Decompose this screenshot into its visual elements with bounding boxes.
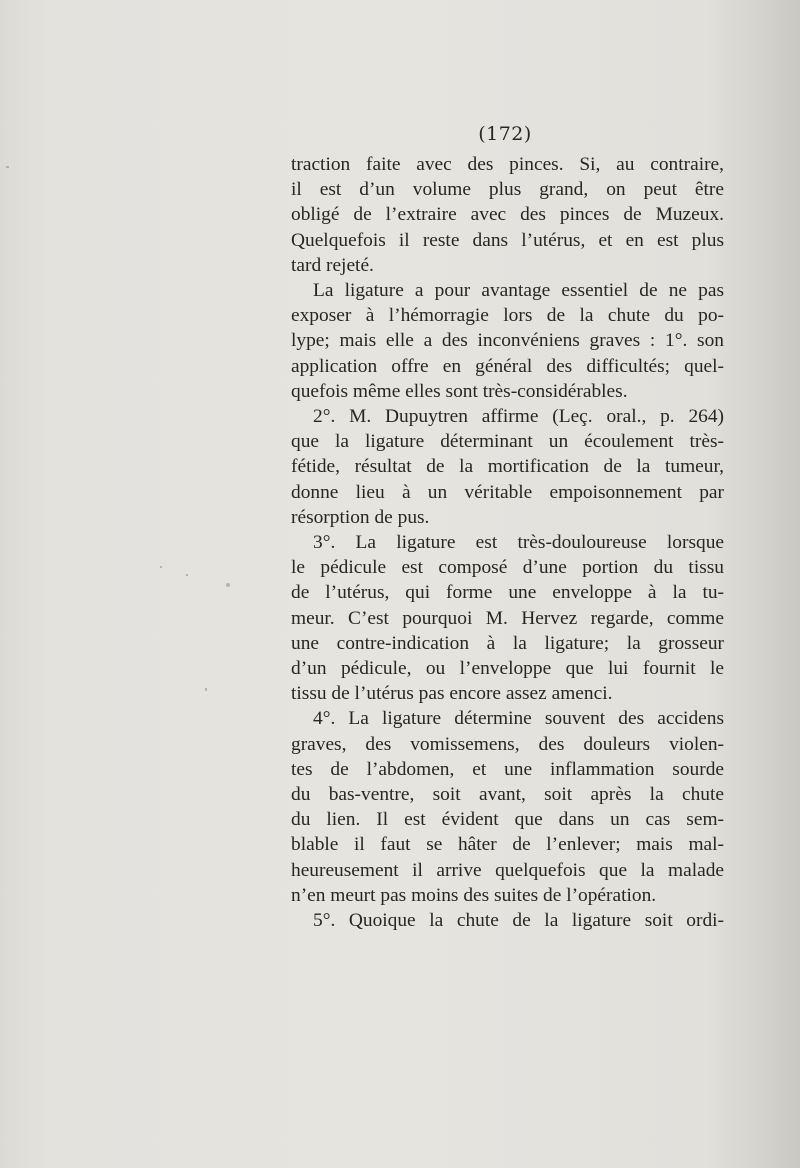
- paper-speck: [226, 583, 230, 587]
- text-line: blable il faut se hâter de l’enlever; mais mal-: [291, 834, 724, 856]
- body-text: [291, 152, 724, 933]
- paper-speck: [160, 566, 162, 568]
- text-line: que la ligature déterminant un écoulement très-: [291, 431, 724, 453]
- text-line: graves, des vomissemens, des douleurs violen-: [291, 733, 724, 755]
- paragraph-2: [291, 278, 724, 404]
- text-line: meur. C’est pourquoi M. Hervez regarde, comme: [291, 607, 724, 629]
- text-line: donne lieu à un véritable empoisonnement par: [291, 481, 724, 503]
- paragraph-5: [291, 706, 724, 908]
- text-line: exposer à l’hémorragie lors de la chute du po-: [291, 305, 724, 327]
- paper-speck: [186, 574, 188, 576]
- text-line: résorption de pus.: [291, 506, 430, 528]
- text-line: obligé de l’extraire avec des pinces de Muzeux.: [291, 204, 724, 226]
- text-line: tissu de l’utérus pas encore assez amenci.: [291, 683, 613, 705]
- text-line: traction faite avec des pinces. Si, au contraire,: [291, 154, 724, 175]
- text-line: quefois même elles sont très-considérables.: [291, 380, 628, 402]
- text-line: tard rejeté.: [291, 254, 374, 276]
- text-line: du bas-ventre, soit avant, soit après la chute: [291, 784, 724, 806]
- text-line: de l’utérus, qui forme une enveloppe à la tu-: [291, 582, 724, 604]
- text-line: 3°. La ligature est très-douloureuse lorsque: [313, 532, 724, 554]
- text-line: 5°. Quoique la chute de la ligature soit ordi-: [313, 910, 724, 932]
- paragraph-4: [291, 530, 724, 706]
- text-line: une contre-indication à la ligature; la grosseur: [291, 632, 724, 654]
- text-line: il est d’un volume plus grand, on peut être: [291, 179, 724, 201]
- text-line: du lien. Il est évident que dans un cas sem-: [291, 809, 724, 831]
- text-line: le pédicule est composé d’une portion du tissu: [291, 557, 724, 579]
- text-line: n’en meurt pas moins des suites de l’opération.: [291, 884, 657, 906]
- text-line: d’un pédicule, ou l’enveloppe que lui fournit le: [291, 658, 724, 680]
- text-line: tes de l’abdomen, et une inflammation sourde: [291, 758, 724, 780]
- text-line: La ligature a pour avantage essentiel de ne pas: [313, 280, 724, 302]
- paragraph-3: [291, 404, 724, 530]
- page-number: (172): [478, 123, 532, 145]
- text-line: application offre en général des difficultés; quel-: [291, 355, 724, 377]
- text-line: 2°. M. Dupuytren affirme (Leç. oral., p. 264): [313, 406, 724, 428]
- paragraph-6: [291, 908, 724, 933]
- text-line: heureusement il arrive quelquefois que la malade: [291, 859, 724, 881]
- text-line: 4°. La ligature détermine souvent des accidens: [313, 708, 724, 730]
- text-line: Quelquefois il reste dans l’utérus, et en est plus: [291, 229, 724, 251]
- text-line: lype; mais elle a des inconvéniens graves : 1°. son: [291, 330, 724, 352]
- paper-speck: [205, 688, 207, 691]
- text-line: fétide, résultat de la mortification de la tumeur,: [291, 456, 724, 478]
- paper-speck: [6, 166, 9, 168]
- paragraph-1: [291, 152, 724, 278]
